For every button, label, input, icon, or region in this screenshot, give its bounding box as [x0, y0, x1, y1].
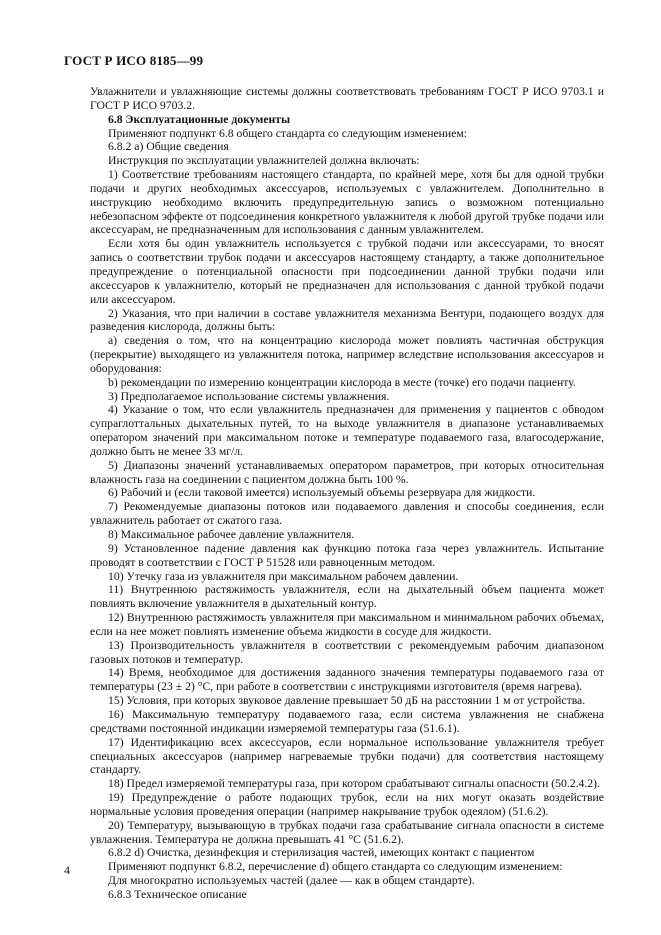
list-item-3: 3) Предполагаемое использование системы увлажнения. — [108, 389, 390, 403]
subsection-heading-6-8-2-a: 6.8.2 а) Общие сведения — [108, 140, 229, 154]
document-body — [90, 85, 604, 902]
list-item-14: 14) Время, необходимое для достижения заданного значения температуры подаваемого газа от температуры (23 ± 2) °С, при работе в соответствии с инструкциями изготовителя (время нагрева). — [90, 666, 604, 694]
list-item-6: 6) Рабочий и (если таковой имеется) используемый объемы резервуара для жидкости. — [108, 486, 536, 500]
list-item-2a: а) сведения о том, что на концентрацию кислорода может повлиять частичная обструкция (перекрытие) выходящего из увлажнителя потока, например вследствие использования аксессуаров и оборудования: — [90, 334, 604, 375]
list-item-12: 12) Внутреннюю растяжимость увлажнителя при максимальном и минимальном рабочих объемах, если на нее может повлиять изменение объема жидкости в сосуде для жидкости. — [90, 611, 604, 638]
list-item-9: 9) Установленное падение давления как функцию потока газа через увлажнитель. Испытание проводят в соответствии с ГОСТ Р 51528 или равноценным методом. — [90, 541, 604, 569]
page-number: 4 — [64, 863, 70, 877]
page-header: ГОСТ Р ИСО 8185—99 — [64, 53, 204, 68]
list-item-10: 10) Утечку газа из увлажнителя при максимальном рабочем давлении. — [108, 569, 459, 583]
paragraph: Для многократно используемых частей (далее — как в общем стандарте). — [108, 874, 475, 888]
list-item-8: 8) Максимальное рабочее давление увлажнителя. — [108, 528, 355, 541]
list-item-16: 16) Максимальную температуру подаваемого газа, если система увлажнения не снабжена средствами постоянной индикации измеряемой температуры газа (51.6.1). — [90, 707, 604, 735]
list-item-2b: b) рекомендации по измерению концентрации кислорода в месте (точке) его подачи пациенту. — [108, 375, 576, 389]
paragraph-intro: Увлажнители и увлажняющие системы должны соответствовать требованиям ГОСТ Р ИСО 9703.1 и ГОСТ Р ИСО 9703.2. — [90, 85, 604, 112]
section-heading-6-8: 6.8 Эксплуатационные документы — [108, 112, 291, 126]
list-item-18: 18) Предел измеряемой температуры газа, при котором срабатывают сигналы опасности (50.2.4.2). — [108, 777, 600, 791]
subsection-heading-6-8-3: 6.8.3 Техническое описание — [108, 887, 247, 901]
list-item-7: 7) Рекомендуемые диапазоны потоков или подаваемого давления и способы соединения, если увлажнитель работает от сжатого газа. — [90, 500, 604, 528]
list-item-11: 11) Внутреннюю растяжимость увлажнителя, если на дыхательный объем пациента может повлиять включение увлажнителя в дыхательный контур. — [90, 583, 604, 611]
paragraph: Если хотя бы один увлажнитель используется с трубкой подачи или аксессуарами, то вносят запись о соответствии трубок подачи и аксессуаров настоящему стандарту, а также дополнительное предупреждение о потенциальной опасности при подсоединении данной трубки подачи или аксессуаров к увлажнителю, который не предназначен для использования с данной трубкой подачи или аксессуаром. — [90, 237, 604, 306]
paragraph: Инструкция по эксплуатации увлажнителей должна включать: — [108, 154, 420, 168]
list-item-1: 1) Соответствие требованиям настоящего стандарта, по крайней мере, хотя бы для одной трубки подачи и других необходимых аксессуаров, используемых с увлажнителем. Дополнительно в инструкцию необходимо включить предупредительную запись о возможном потенциально небезопасном эффекте от подсоединения конкретного увлажнителя к любой другой трубке подачи или аксессуарам, не предназначенным для использования с данным увлажнителем. — [90, 168, 604, 237]
list-item-19: 19) Предупреждение о работе подающих трубок, если на них могут оказать воздействие нормальные условия проведения операции (например накрывание трубок одеялом) (51.6.2). — [90, 791, 604, 818]
list-item-13: 13) Производительность увлажнителя в соответствии с рекомендуемым рабочим диапазоном газовых потоков и температур. — [90, 638, 604, 666]
list-item-2: 2) Указания, что при наличии в составе увлажнителя механизма Вентури, подающего воздух для разведения кислорода, должны быть: — [90, 306, 604, 334]
list-item-20: 20) Температуру, вызывающую в трубках подачи газа срабатывание сигнала опасности в системе увлажнения. Температура не должна превышать 41 °С (51.6.2). — [90, 818, 604, 846]
paragraph: Применяют подпункт 6.8.2, перечисление d) общего стандарта со следующим изменением: — [108, 860, 563, 874]
subsection-heading-6-8-2-d: 6.8.2 d) Очистка, дезинфекция и стерилизация частей, имеющих контакт с пациентом — [108, 846, 535, 860]
paragraph: Применяют подпункт 6.8 общего стандарта со следующим изменением: — [108, 126, 467, 140]
list-item-4: 4) Указание о том, что если увлажнитель предназначен для применения у пациентов с обводом супраглоттальных дыхательных путей, то на выходе увлажнителя в диапазоне устанавливаемых оператором значений при максимальном потоке и температуре подаваемого газа, влагосодержание, должно быть не менее 33 мг/л. — [90, 403, 604, 458]
list-item-5: 5) Диапазоны значений устанавливаемых оператором параметров, при которых относительная влажность газа на соединении с пациентом должна быть 100 %. — [90, 458, 604, 486]
list-item-15: 15) Условия, при которых звуковое давление превышает 50 дБ на расстоянии 1 м от устройства. — [108, 694, 586, 708]
list-item-17: 17) Идентификацию всех аксессуаров, если нормальное использование увлажнителя требует специальных аксессуаров (например нагреваемые трубки подачи) для соответствия настоящему стандарту. — [90, 735, 604, 777]
